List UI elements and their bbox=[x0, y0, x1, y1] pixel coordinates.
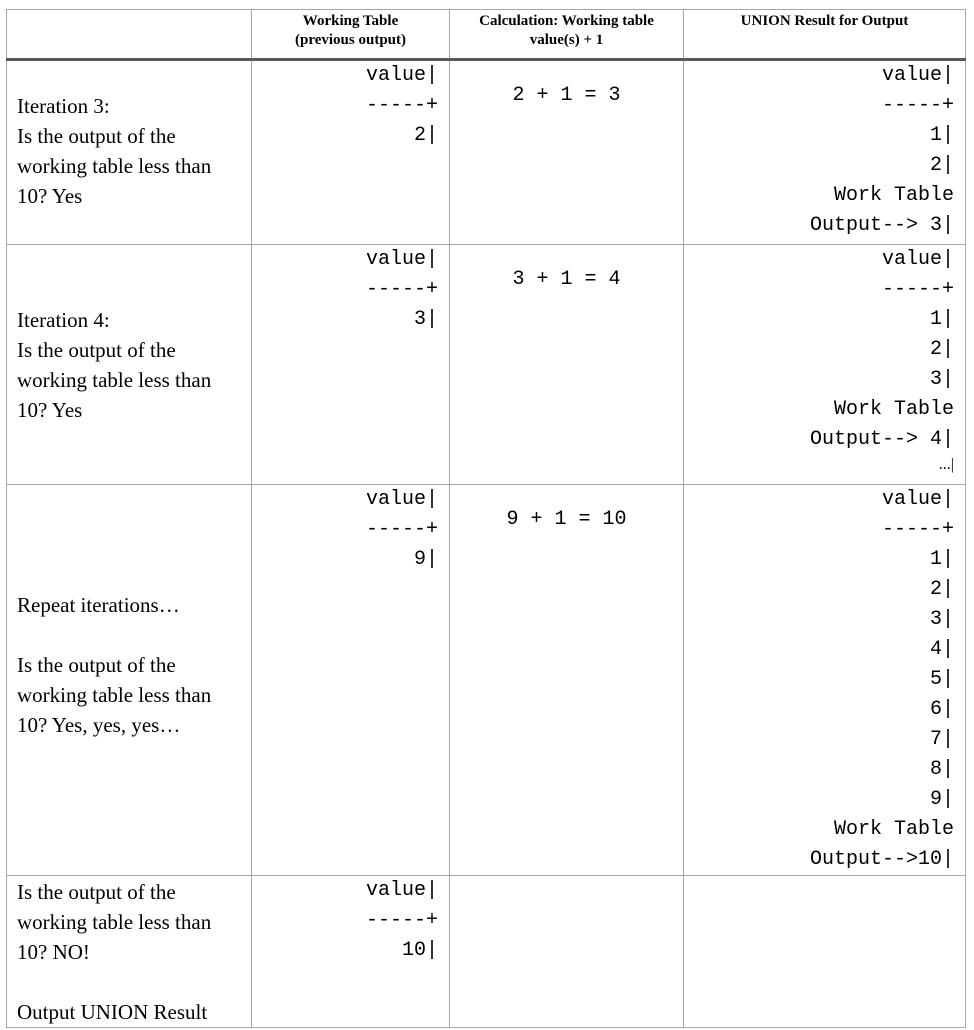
working-table-line: 9| bbox=[413, 548, 438, 571]
union-result-line: Output--> 4| bbox=[809, 428, 954, 451]
union-result-cell bbox=[684, 245, 966, 485]
union-result-cell bbox=[684, 485, 966, 876]
working-table-line: 3| bbox=[413, 308, 438, 331]
working-table-line: -----+ bbox=[365, 278, 438, 301]
union-result-line: 1| bbox=[929, 308, 954, 331]
calculation-cell bbox=[450, 485, 684, 876]
union-result-line: -----+ bbox=[881, 278, 954, 301]
working-table-cell bbox=[252, 60, 450, 245]
working-table-line: -----+ bbox=[365, 518, 438, 541]
union-result-line: 2| bbox=[929, 578, 954, 601]
header-calculation-line2: value(s) + 1 bbox=[529, 32, 604, 48]
union-result-line: -----+ bbox=[881, 518, 954, 541]
header-description bbox=[7, 10, 252, 60]
calculation-cell bbox=[450, 876, 684, 1028]
description-line: Is the output of the bbox=[17, 124, 176, 148]
iteration-row bbox=[7, 245, 966, 485]
description-line: 10? Yes, yes, yes… bbox=[17, 713, 181, 737]
description-line bbox=[17, 967, 243, 997]
union-result-line: 9| bbox=[929, 788, 954, 811]
recursive-cte-iteration-table bbox=[6, 9, 966, 1028]
description-line: 10? Yes bbox=[17, 398, 83, 422]
working-table-line: value| bbox=[365, 64, 438, 87]
union-result-line: 3| bbox=[929, 608, 954, 631]
iteration-row bbox=[7, 60, 966, 245]
calculation-text: 3 + 1 = 4 bbox=[512, 268, 621, 291]
union-result-line: 3| bbox=[929, 368, 954, 391]
union-result-line: -----+ bbox=[881, 94, 954, 117]
description-line: Is the output of the bbox=[17, 338, 176, 362]
iteration-row bbox=[7, 485, 966, 876]
union-result-line: Work Table bbox=[833, 818, 954, 841]
union-result-line: 5| bbox=[929, 668, 954, 691]
iteration-description bbox=[7, 485, 252, 876]
working-table-line: value| bbox=[365, 488, 438, 511]
iteration-row bbox=[7, 876, 966, 1028]
calculation-text: 2 + 1 = 3 bbox=[512, 84, 621, 107]
union-result-cell bbox=[684, 876, 966, 1028]
union-result-line: value| bbox=[881, 64, 954, 87]
description-line: working table less than bbox=[17, 154, 212, 178]
working-table-cell bbox=[252, 876, 450, 1028]
iteration-description bbox=[7, 245, 252, 485]
description-line: 10? NO! bbox=[17, 940, 90, 964]
calculation-text: 9 + 1 = 10 bbox=[506, 508, 627, 531]
description-line: Iteration 3: bbox=[17, 94, 110, 118]
header-calculation bbox=[450, 10, 684, 60]
calculation-cell bbox=[450, 245, 684, 485]
description-line: 10? Yes bbox=[17, 184, 83, 208]
header-union-result: UNION Result for Output bbox=[684, 10, 966, 60]
header-row bbox=[7, 10, 966, 60]
union-result-line: 7| bbox=[929, 728, 954, 751]
working-table-cell bbox=[252, 485, 450, 876]
union-result-line: Work Table bbox=[833, 398, 954, 421]
description-line: Is the output of the bbox=[17, 880, 176, 904]
union-result-line: Work Table bbox=[833, 184, 954, 207]
union-result-line: value| bbox=[881, 248, 954, 271]
header-working-table-line1: Working Table bbox=[302, 13, 399, 29]
description-line: working table less than bbox=[17, 368, 212, 392]
union-result-ellipsis: ...| bbox=[938, 456, 954, 473]
union-result-line: 8| bbox=[929, 758, 954, 781]
iteration-description bbox=[7, 876, 252, 1028]
union-result-line: 2| bbox=[929, 338, 954, 361]
union-result-line: 4| bbox=[929, 638, 954, 661]
working-table-line: 10| bbox=[401, 939, 438, 962]
union-result-line: 1| bbox=[929, 124, 954, 147]
iteration-description bbox=[7, 60, 252, 245]
working-table-cell bbox=[252, 245, 450, 485]
description-line: Is the output of the bbox=[17, 653, 176, 677]
header-working-table-line2: (previous output) bbox=[295, 32, 406, 48]
description-line: Iteration 4: bbox=[17, 308, 110, 332]
description-line: working table less than bbox=[17, 683, 212, 707]
header-working-table bbox=[252, 10, 450, 60]
union-result-cell bbox=[684, 60, 966, 245]
working-table-line: 2| bbox=[413, 124, 438, 147]
description-line bbox=[17, 620, 243, 650]
working-table-line: -----+ bbox=[365, 909, 438, 932]
working-table-line: -----+ bbox=[365, 94, 438, 117]
working-table-line: value| bbox=[365, 248, 438, 271]
description-line: working table less than bbox=[17, 910, 212, 934]
working-table-line: value| bbox=[365, 879, 438, 902]
union-result-line: 6| bbox=[929, 698, 954, 721]
union-result-line: 2| bbox=[929, 154, 954, 177]
union-result-line: value| bbox=[881, 488, 954, 511]
description-line: Repeat iterations… bbox=[17, 593, 180, 617]
union-result-line: Output--> 3| bbox=[809, 214, 954, 237]
union-result-line: 1| bbox=[929, 548, 954, 571]
header-calculation-line1: Calculation: Working table bbox=[479, 13, 654, 29]
calculation-cell bbox=[450, 60, 684, 245]
union-result-line: Output-->10| bbox=[809, 848, 954, 871]
description-line: Output UNION Result bbox=[17, 1000, 208, 1024]
